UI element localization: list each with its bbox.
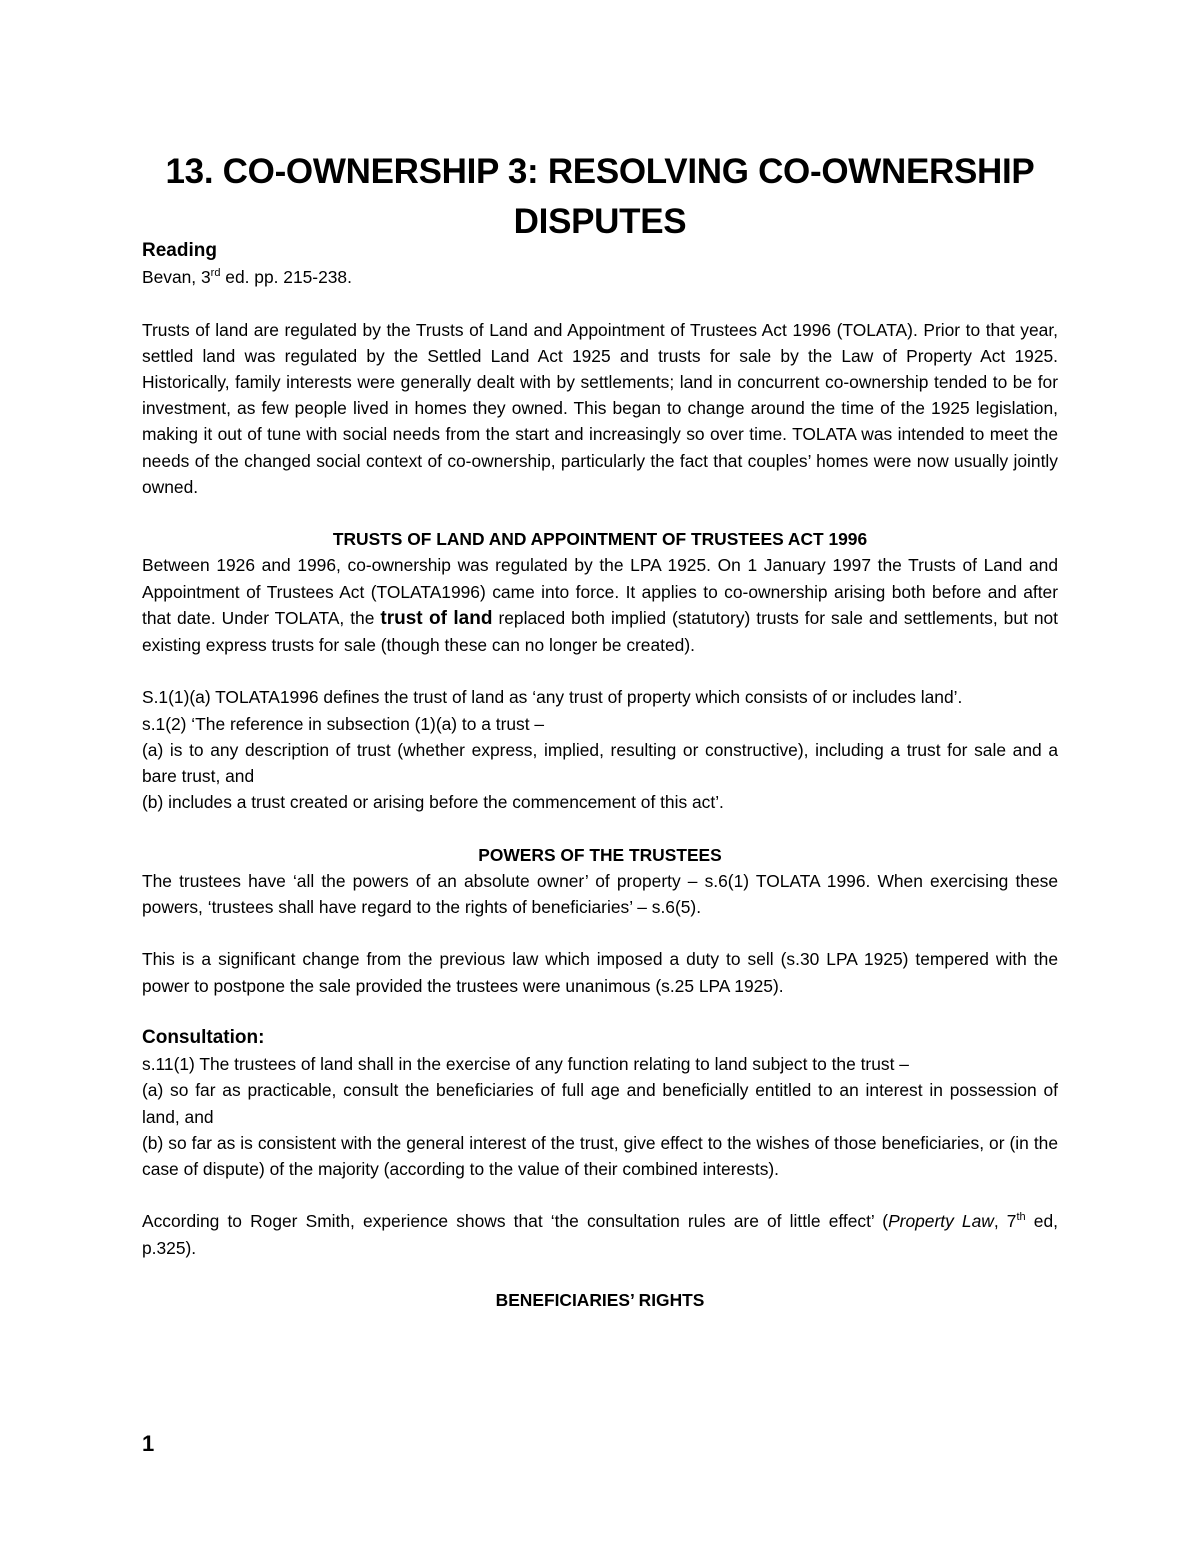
beneficiaries-heading: BENEFICIARIES’ RIGHTS bbox=[495, 1290, 705, 1310]
title-line-2: DISPUTES bbox=[513, 202, 687, 241]
s11-a: (a) so far as practicable, consult the beneficiaries of full age and beneficially entitled to an interest in possession of land, and bbox=[142, 1080, 1058, 1127]
powers-paragraph-2: This is a significant change from the previous law which imposed a duty to sell (s.30 LPA 1925) tempered with the power to postpone the sale provided the trustees were unanimous (s.25 LPA 1925). bbox=[142, 949, 1058, 996]
reading-reference: Bevan, 3rd ed. pp. 215-238. bbox=[142, 267, 352, 288]
consultation-heading: Consultation: bbox=[142, 1027, 265, 1048]
page-number: 1 bbox=[142, 1431, 155, 1456]
document-title bbox=[142, 147, 1058, 247]
s1-2-b: (b) includes a trust created or arising before the commencement of this act’. bbox=[142, 792, 724, 813]
document-body bbox=[142, 238, 1058, 1313]
s11-b: (b) so far as is consistent with the general interest of the trust, give effect to the wishes of those beneficiaries, or (in the case of dispute) of the majority (according to the value of their combined interests). bbox=[142, 1132, 1058, 1180]
roger-smith-paragraph: According to Roger Smith, experience shows that ‘the consultation rules are of little effect’ (Property Law, 7th ed, p.325). bbox=[142, 1211, 1058, 1258]
s1-2: s.1(2) ‘The reference in subsection (1)(a) to a trust – bbox=[142, 713, 545, 734]
tolata-paragraph: Between 1926 and 1996, co-ownership was regulated by the LPA 1925. On 1 January 1997 the Trusts of Land and Appointment of Trustees Act (TOLATA1996) came into force. It applies to co-ownership arising both before and after that date. Under TOLATA, the trust of land replaced both implied (statutory) trusts for sale and settlements, but not existing express trusts for sale (though these can no longer be created). bbox=[142, 555, 1058, 656]
s1-definition: S.1(1)(a) TOLATA1996 defines the trust of land as ‘any trust of property which consists of or includes land’. bbox=[142, 687, 963, 708]
document-page bbox=[142, 0, 1058, 1553]
intro-paragraph: Trusts of land are regulated by the Trusts of Land and Appointment of Trustees Act 1996 (TOLATA). Prior to that year, settled land was regulated by the Settled Land Act 1925 and trusts for sale by the Law of Property Act 1925. Historically, family interests were generally dealt with by settlements; land in concurrent co-ownership tended to be for investment, as few people lived in homes they owned. This began to change around the time of the 1925 legislation, making it out of tune with social needs from the start and increasingly so over time. TOLATA was intended to meet the needs of the changed social context of co-ownership, particularly the fact that couples’ homes were now usually jointly owned. bbox=[142, 319, 1058, 497]
trust-of-land-term: trust of land bbox=[380, 607, 493, 629]
tolata-heading: TRUSTS OF LAND AND APPOINTMENT OF TRUSTEES ACT 1996 bbox=[332, 529, 868, 550]
s11-1: s.11(1) The trustees of land shall in the exercise of any function relating to land subject to the trust – bbox=[142, 1054, 909, 1075]
powers-heading: POWERS OF THE TRUSTEES bbox=[478, 844, 722, 865]
s1-2-a: (a) is to any description of trust (whether express, implied, resulting or constructive), including a trust for sale and a bare trust, and bbox=[142, 739, 1058, 787]
title-line-1: 13. CO-OWNERSHIP 3: RESOLVING CO-OWNERSHIP bbox=[165, 152, 1035, 191]
powers-paragraph-1: The trustees have ‘all the powers of an absolute owner’ of property – s.6(1) TOLATA 1996. When exercising these powers, ‘trustees shall have regard to the rights of beneficiaries’ – s.6(5). bbox=[142, 870, 1058, 918]
reading-heading: Reading bbox=[142, 240, 217, 261]
